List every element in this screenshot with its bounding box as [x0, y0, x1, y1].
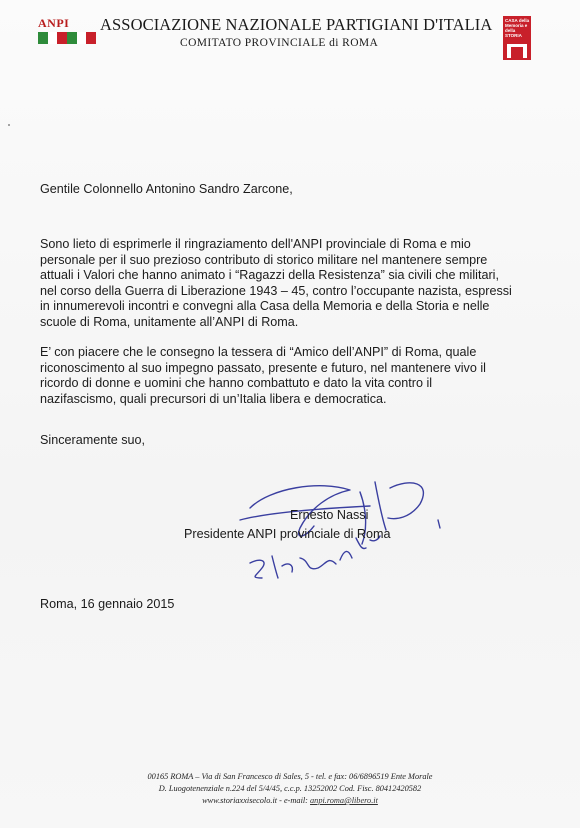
footer-registration: D. Luogotenenziale n.224 del 5/4/45, c.c.p. 13252002 Cod. Fisc. 80412420582	[158, 784, 422, 793]
footer-contacts	[100, 796, 480, 805]
anpi-logo	[38, 18, 96, 44]
footer-email-link[interactable]: anpi.roma@libero.it	[310, 796, 378, 805]
footer-website: www.storiaxxisecolo.it - e-mail:	[202, 796, 308, 805]
organization-title: ASSOCIAZIONE NAZIONALE PARTIGIANI D'ITALIA	[100, 15, 493, 34]
footer-address: 00165 ROMA – Via di San Francesco di Sales, 5 - tel. e fax: 06/6896519 Ente Morale	[147, 772, 433, 781]
text-line: Sono lieto di esprimerle il ringraziamento dell'ANPI provinciale di Roma e mio	[40, 237, 471, 251]
text-line: nazifascismo, quali precursori di un’Italia libera e democratica.	[40, 391, 387, 406]
text-line: riconoscimento al suo impegno passato, presente e futuro, nel mantenere vivo il	[40, 360, 486, 375]
organization-subtitle: COMITATO PROVINCIALE di ROMA	[180, 37, 379, 49]
paper-speck	[8, 124, 10, 126]
paragraph-membership	[40, 345, 486, 407]
signer-title: Presidente ANPI provinciale di Roma	[184, 527, 391, 541]
text-line: E’ con piacere che le consegno la tessera di “Amico dell’ANPI” di Roma, quale	[40, 345, 477, 359]
flag-stripes	[38, 32, 96, 44]
text-line: personale per il suo prezioso contributo di storico militare nel mantenere sempre	[40, 252, 488, 267]
letter-date: Roma, 16 gennaio 2015	[40, 597, 175, 611]
salutation: Gentile Colonnello Antonino Sandro Zarcone,	[40, 182, 293, 196]
text-line: scuole di Roma, unitamente all’ANPI di Roma.	[40, 314, 299, 329]
text-line: ricordo di donne e uomini che hanno combattuto e dato la vita contro il	[40, 376, 433, 390]
signer-name: Ernesto Nassi	[290, 508, 369, 522]
anpi-logo-text: ANPI	[38, 16, 70, 30]
text-line: nel corso della Guerra di Liberazione 1943 – 45, contro l’occupante nazista, espressi	[40, 283, 512, 298]
casa-logo-text: CASA della Memoria e della STORIA	[505, 18, 530, 38]
closing: Sinceramente suo,	[40, 433, 146, 447]
casa-memoria-logo	[503, 16, 531, 60]
paragraph-acknowledgement	[40, 237, 512, 330]
text-line: attuali i Valori che hanno animato i “Ragazzi della Resistenza” sia civili che militari,	[40, 268, 499, 282]
text-line: in innumerevoli incontri e convegni alla Casa della Memoria e della Storia e nelle	[40, 299, 490, 313]
